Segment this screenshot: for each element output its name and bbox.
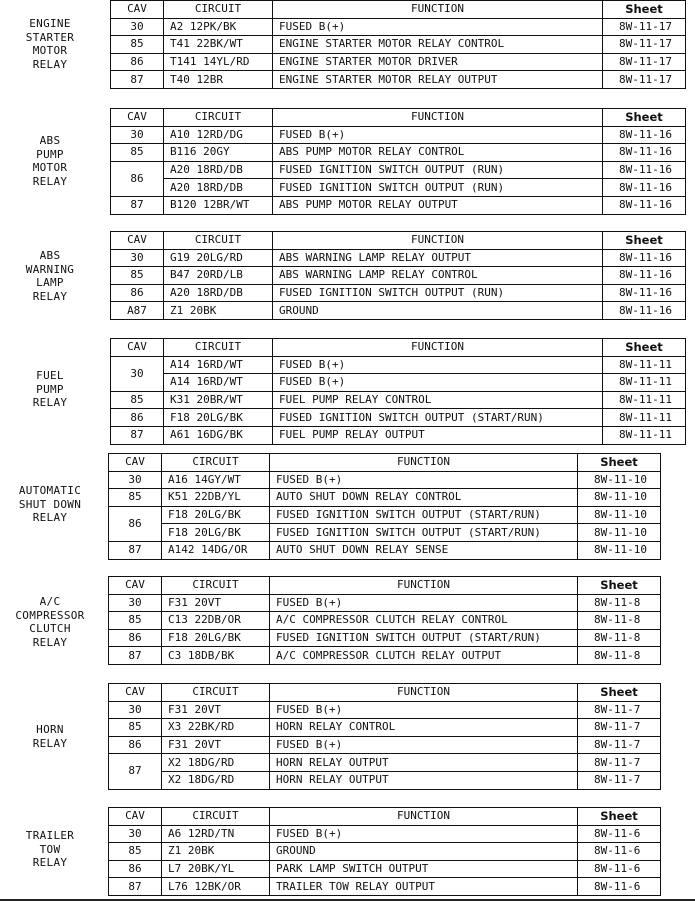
function-cell: FUSED B(+)	[270, 471, 578, 489]
sheet-cell: 8W-11-17	[603, 53, 686, 71]
cav-cell: A87	[111, 302, 164, 320]
cav-header: CAV	[111, 232, 164, 250]
circuit-cell: A20 18RD/DB	[164, 179, 273, 197]
relay-table	[108, 576, 661, 665]
sheet-cell: 8W-11-6	[578, 878, 661, 896]
circuit-header: CIRCUIT	[162, 454, 270, 472]
sheet-header: Sheet	[578, 808, 661, 826]
table-row	[111, 267, 686, 285]
function-header: FUNCTION	[273, 109, 603, 127]
cav-cell: 85	[109, 489, 162, 507]
sheet-cell: 8W-11-8	[578, 594, 661, 612]
sheet-cell: 8W-11-16	[603, 267, 686, 285]
cav-cell: 87	[111, 196, 164, 214]
sheet-cell: 8W-11-7	[578, 719, 661, 737]
circuit-cell: A14 16RD/WT	[164, 374, 273, 392]
function-cell: FUSED B(+)	[273, 126, 603, 144]
sheet-cell: 8W-11-17	[603, 36, 686, 54]
circuit-cell: A20 18RD/DB	[164, 161, 273, 179]
cav-cell: 30	[111, 249, 164, 267]
table-row	[111, 36, 686, 54]
function-cell: FUSED B(+)	[270, 825, 578, 843]
table-row	[111, 249, 686, 267]
circuit-cell: L7 20BK/YL	[162, 860, 270, 878]
sheet-header: Sheet	[578, 684, 661, 702]
table-row	[111, 144, 686, 162]
circuit-cell: A20 18RD/DB	[164, 284, 273, 302]
relay-table	[110, 108, 686, 215]
circuit-cell: F18 20LG/BK	[162, 629, 270, 647]
circuit-header: CIRCUIT	[164, 339, 273, 357]
table-row	[109, 843, 661, 861]
circuit-cell: A142 14DG/OR	[162, 541, 270, 559]
cav-cell: 86	[111, 284, 164, 302]
sheet-cell: 8W-11-7	[578, 701, 661, 719]
function-cell: FUSED B(+)	[273, 374, 603, 392]
circuit-cell: K31 20BR/WT	[164, 391, 273, 409]
circuit-cell: A6 12RD/TN	[162, 825, 270, 843]
page-bottom-rule	[0, 899, 695, 901]
function-header: FUNCTION	[273, 232, 603, 250]
function-header: FUNCTION	[270, 684, 578, 702]
cav-cell: 85	[111, 391, 164, 409]
relay-table	[108, 807, 661, 896]
sheet-cell: 8W-11-6	[578, 825, 661, 843]
function-cell: AUTO SHUT DOWN RELAY CONTROL	[270, 489, 578, 507]
sheet-cell: 8W-11-11	[603, 426, 686, 444]
sheet-cell: 8W-11-16	[603, 144, 686, 162]
function-header: FUNCTION	[270, 577, 578, 595]
table-header-row	[111, 232, 686, 250]
function-cell: GROUND	[270, 843, 578, 861]
table-header-row	[109, 577, 661, 595]
table-header-row	[109, 684, 661, 702]
function-cell: FUSED IGNITION SWITCH OUTPUT (START/RUN)	[270, 506, 578, 524]
sheet-cell: 8W-11-7	[578, 736, 661, 754]
table-row	[111, 53, 686, 71]
table-row	[111, 18, 686, 36]
sheet-cell: 8W-11-8	[578, 612, 661, 630]
circuit-cell: C13 22DB/OR	[162, 612, 270, 630]
table-row	[111, 126, 686, 144]
circuit-cell: X2 18DG/RD	[162, 771, 270, 789]
cav-header: CAV	[111, 1, 164, 19]
sheet-cell: 8W-11-8	[578, 647, 661, 665]
table-row	[111, 302, 686, 320]
function-cell: A/C COMPRESSOR CLUTCH RELAY CONTROL	[270, 612, 578, 630]
table-row	[109, 629, 661, 647]
function-cell: FUSED B(+)	[273, 356, 603, 374]
circuit-cell: G19 20LG/RD	[164, 249, 273, 267]
circuit-cell: F31 20VT	[162, 701, 270, 719]
circuit-cell: X3 22BK/RD	[162, 719, 270, 737]
sheet-cell: 8W-11-16	[603, 179, 686, 197]
table-row	[109, 860, 661, 878]
cav-cell: 87	[109, 754, 162, 789]
function-cell: ABS WARNING LAMP RELAY OUTPUT	[273, 249, 603, 267]
relay-name: TRAILER TOW RELAY	[25, 829, 75, 869]
function-cell: FUSED IGNITION SWITCH OUTPUT (START/RUN)	[270, 629, 578, 647]
cav-cell: 86	[111, 161, 164, 196]
function-cell: ENGINE STARTER MOTOR RELAY OUTPUT	[273, 71, 603, 89]
sheet-header: Sheet	[603, 1, 686, 19]
circuit-cell: A2 12PK/BK	[164, 18, 273, 36]
function-cell: ABS WARNING LAMP RELAY CONTROL	[273, 267, 603, 285]
table-header-row	[111, 339, 686, 357]
function-cell: FUSED B(+)	[273, 18, 603, 36]
relay-table	[110, 338, 686, 445]
table-row	[109, 489, 661, 507]
table-row	[109, 594, 661, 612]
sheet-header: Sheet	[603, 232, 686, 250]
cav-cell: 85	[109, 612, 162, 630]
function-cell: FUSED IGNITION SWITCH OUTPUT (START/RUN)	[273, 409, 603, 427]
function-cell: A/C COMPRESSOR CLUTCH RELAY OUTPUT	[270, 647, 578, 665]
circuit-cell: B120 12BR/WT	[164, 196, 273, 214]
table-header-row	[109, 454, 661, 472]
sheet-header: Sheet	[578, 577, 661, 595]
table-row	[109, 771, 661, 789]
cav-cell: 86	[109, 860, 162, 878]
table-row	[109, 647, 661, 665]
sheet-cell: 8W-11-11	[603, 356, 686, 374]
function-cell: FUSED IGNITION SWITCH OUTPUT (RUN)	[273, 284, 603, 302]
function-cell: ENGINE STARTER MOTOR RELAY CONTROL	[273, 36, 603, 54]
table-row	[109, 701, 661, 719]
table-header-row	[109, 808, 661, 826]
function-header: FUNCTION	[270, 454, 578, 472]
cav-cell: 85	[111, 36, 164, 54]
sheet-cell: 8W-11-11	[603, 374, 686, 392]
circuit-cell: F31 20VT	[162, 594, 270, 612]
table-row	[109, 471, 661, 489]
function-cell: FUEL PUMP RELAY CONTROL	[273, 391, 603, 409]
circuit-header: CIRCUIT	[162, 808, 270, 826]
cav-cell: 85	[109, 719, 162, 737]
table-row	[109, 736, 661, 754]
sheet-header: Sheet	[603, 109, 686, 127]
cav-cell: 30	[109, 471, 162, 489]
relay-name: FUEL PUMP RELAY	[32, 369, 68, 409]
table-row	[109, 825, 661, 843]
cav-cell: 86	[109, 736, 162, 754]
cav-cell: 30	[109, 594, 162, 612]
relay-name: A/C COMPRESSOR CLUTCH RELAY	[15, 595, 85, 649]
cav-cell: 30	[111, 18, 164, 36]
cav-cell: 86	[111, 409, 164, 427]
relay-name: AUTOMATIC SHUT DOWN RELAY	[18, 484, 82, 524]
circuit-cell: F18 20LG/BK	[164, 409, 273, 427]
sheet-cell: 8W-11-6	[578, 843, 661, 861]
cav-cell: 87	[109, 541, 162, 559]
sheet-cell: 8W-11-7	[578, 771, 661, 789]
cav-cell: 30	[109, 701, 162, 719]
circuit-header: CIRCUIT	[164, 232, 273, 250]
table-row	[111, 374, 686, 392]
sheet-cell: 8W-11-16	[603, 249, 686, 267]
circuit-cell: A61 16DG/BK	[164, 426, 273, 444]
table-row	[111, 356, 686, 374]
cav-cell: 86	[109, 506, 162, 541]
cav-cell: 86	[109, 629, 162, 647]
function-cell: ABS PUMP MOTOR RELAY CONTROL	[273, 144, 603, 162]
table-row	[109, 506, 661, 524]
cav-header: CAV	[111, 339, 164, 357]
table-row	[111, 196, 686, 214]
function-header: FUNCTION	[273, 339, 603, 357]
table-row	[111, 409, 686, 427]
table-row	[109, 719, 661, 737]
cav-cell: 87	[111, 426, 164, 444]
circuit-cell: F18 20LG/BK	[162, 524, 270, 542]
circuit-cell: F18 20LG/BK	[162, 506, 270, 524]
table-row	[109, 878, 661, 896]
function-cell: HORN RELAY OUTPUT	[270, 771, 578, 789]
table-row	[111, 426, 686, 444]
sheet-cell: 8W-11-16	[603, 161, 686, 179]
function-cell: HORN RELAY CONTROL	[270, 719, 578, 737]
table-row	[109, 754, 661, 772]
table-row	[109, 541, 661, 559]
cav-cell: 30	[111, 126, 164, 144]
circuit-cell: C3 18DB/BK	[162, 647, 270, 665]
cav-cell: 87	[109, 647, 162, 665]
sheet-cell: 8W-11-16	[603, 196, 686, 214]
function-cell: HORN RELAY OUTPUT	[270, 754, 578, 772]
relay-table	[110, 0, 686, 89]
table-row	[109, 524, 661, 542]
sheet-cell: 8W-11-7	[578, 754, 661, 772]
cav-cell: 87	[109, 878, 162, 896]
cav-header: CAV	[109, 684, 162, 702]
circuit-cell: L76 12BK/OR	[162, 878, 270, 896]
circuit-cell: B116 20GY	[164, 144, 273, 162]
circuit-header: CIRCUIT	[162, 684, 270, 702]
sheet-cell: 8W-11-17	[603, 71, 686, 89]
table-row	[111, 284, 686, 302]
cav-cell: 30	[109, 825, 162, 843]
circuit-cell: K51 22DB/YL	[162, 489, 270, 507]
relay-table	[108, 683, 661, 790]
relay-table	[110, 231, 686, 320]
function-cell: FUSED B(+)	[270, 594, 578, 612]
table-row	[111, 391, 686, 409]
circuit-cell: Z1 20BK	[162, 843, 270, 861]
sheet-cell: 8W-11-10	[578, 506, 661, 524]
circuit-header: CIRCUIT	[162, 577, 270, 595]
sheet-cell: 8W-11-6	[578, 860, 661, 878]
function-cell: FUSED IGNITION SWITCH OUTPUT (RUN)	[273, 179, 603, 197]
relay-table	[108, 453, 661, 560]
function-cell: FUSED IGNITION SWITCH OUTPUT (START/RUN)	[270, 524, 578, 542]
cav-header: CAV	[109, 454, 162, 472]
circuit-cell: T141 14YL/RD	[164, 53, 273, 71]
function-header: FUNCTION	[273, 1, 603, 19]
table-row	[111, 161, 686, 179]
circuit-header: CIRCUIT	[164, 109, 273, 127]
relay-name: ENGINE STARTER MOTOR RELAY	[25, 17, 75, 71]
cav-cell: 87	[111, 71, 164, 89]
function-cell: FUEL PUMP RELAY OUTPUT	[273, 426, 603, 444]
cav-cell: 86	[111, 53, 164, 71]
relay-name: ABS WARNING LAMP RELAY	[25, 249, 75, 303]
cav-header: CAV	[111, 109, 164, 127]
circuit-cell: T41 22BK/WT	[164, 36, 273, 54]
relay-name: HORN RELAY	[32, 723, 68, 750]
sheet-cell: 8W-11-10	[578, 471, 661, 489]
circuit-cell: B47 20RD/LB	[164, 267, 273, 285]
relay-name: ABS PUMP MOTOR RELAY	[32, 134, 68, 188]
sheet-cell: 8W-11-16	[603, 126, 686, 144]
function-cell: FUSED B(+)	[270, 736, 578, 754]
cav-cell: 85	[111, 144, 164, 162]
function-cell: PARK LAMP SWITCH OUTPUT	[270, 860, 578, 878]
function-cell: ENGINE STARTER MOTOR DRIVER	[273, 53, 603, 71]
cav-cell: 30	[111, 356, 164, 391]
circuit-cell: X2 18DG/RD	[162, 754, 270, 772]
function-cell: GROUND	[273, 302, 603, 320]
sheet-cell: 8W-11-11	[603, 409, 686, 427]
sheet-cell: 8W-11-16	[603, 302, 686, 320]
function-cell: FUSED B(+)	[270, 701, 578, 719]
table-header-row	[111, 109, 686, 127]
sheet-cell: 8W-11-10	[578, 541, 661, 559]
function-cell: FUSED IGNITION SWITCH OUTPUT (RUN)	[273, 161, 603, 179]
function-cell: AUTO SHUT DOWN RELAY SENSE	[270, 541, 578, 559]
cav-cell: 85	[111, 267, 164, 285]
sheet-header: Sheet	[603, 339, 686, 357]
function-header: FUNCTION	[270, 808, 578, 826]
circuit-cell: F31 20VT	[162, 736, 270, 754]
circuit-cell: T40 12BR	[164, 71, 273, 89]
table-header-row	[111, 1, 686, 19]
circuit-cell: A16 14GY/WT	[162, 471, 270, 489]
sheet-cell: 8W-11-8	[578, 629, 661, 647]
cav-header: CAV	[109, 577, 162, 595]
cav-header: CAV	[109, 808, 162, 826]
table-row	[109, 612, 661, 630]
sheet-cell: 8W-11-10	[578, 524, 661, 542]
sheet-cell: 8W-11-10	[578, 489, 661, 507]
cav-cell: 85	[109, 843, 162, 861]
circuit-cell: Z1 20BK	[164, 302, 273, 320]
sheet-cell: 8W-11-16	[603, 284, 686, 302]
sheet-cell: 8W-11-17	[603, 18, 686, 36]
table-row	[111, 71, 686, 89]
sheet-header: Sheet	[578, 454, 661, 472]
sheet-cell: 8W-11-11	[603, 391, 686, 409]
circuit-cell: A14 16RD/WT	[164, 356, 273, 374]
circuit-cell: A10 12RD/DG	[164, 126, 273, 144]
function-cell: ABS PUMP MOTOR RELAY OUTPUT	[273, 196, 603, 214]
function-cell: TRAILER TOW RELAY OUTPUT	[270, 878, 578, 896]
table-row	[111, 179, 686, 197]
circuit-header: CIRCUIT	[164, 1, 273, 19]
